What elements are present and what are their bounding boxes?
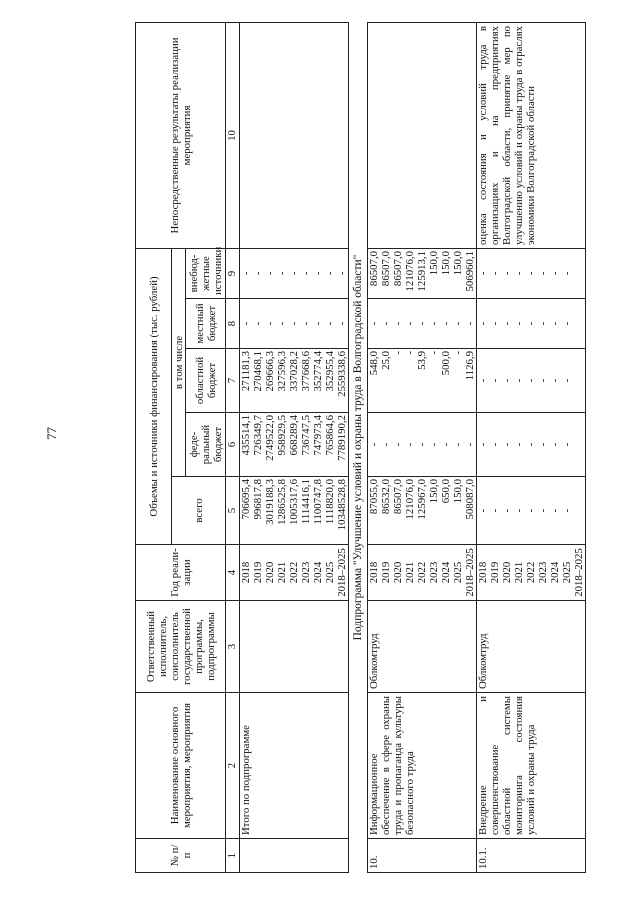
list-value: -: [537, 378, 549, 383]
col-number: 8: [226, 299, 240, 349]
list-value: 435514,1: [240, 415, 252, 456]
list-value: -: [428, 351, 440, 355]
row-num: 10.: [368, 839, 477, 873]
list-value: 86507,0: [392, 479, 404, 515]
list-value: -: [525, 271, 537, 276]
list-value: -: [312, 271, 324, 276]
list-value: 86532,0: [380, 479, 392, 515]
list-value: -: [525, 378, 537, 383]
list-value: [573, 352, 585, 409]
list-value: -: [513, 321, 525, 326]
list-value: -: [240, 321, 252, 326]
list-value: 2018: [368, 561, 380, 584]
list-value: -: [477, 378, 489, 383]
list-value: -: [489, 508, 501, 513]
list-value: 2020: [264, 561, 276, 584]
list-value: 2019: [489, 561, 501, 584]
list-value: -: [489, 321, 501, 326]
list-value: 2023: [428, 561, 440, 584]
local-values: [368, 299, 477, 349]
list-value: -: [501, 442, 513, 447]
measure-executor: Облкомтруд: [368, 601, 477, 693]
list-value: -: [300, 271, 312, 276]
list-value: -: [537, 321, 549, 326]
list-value: -: [489, 442, 501, 447]
list-value: 500,0: [440, 351, 452, 376]
list-value: 2019: [252, 561, 264, 584]
list-value: -: [336, 271, 348, 276]
list-value: 2023: [537, 561, 549, 584]
list-value: 1118820,0: [324, 479, 336, 525]
list-value: -: [440, 442, 452, 447]
list-value: 150,0: [428, 479, 440, 504]
list-value: 508087,0: [464, 479, 476, 520]
list-value: 121076,0: [404, 250, 416, 292]
list-value: -: [380, 442, 392, 447]
total-values: [240, 477, 349, 545]
col-number: 1: [226, 839, 240, 873]
list-value: 270468,1: [252, 351, 264, 392]
total-values: [477, 477, 586, 545]
total-row-name: Итого по подпрограмме: [240, 693, 349, 839]
list-value: -: [561, 321, 573, 326]
list-value: -: [312, 321, 324, 326]
column-number-row: [226, 22, 240, 872]
list-value: 2022: [416, 561, 428, 584]
measure-name: Внедрение и совершенствование областной системы мониторинга состояния условий и охраны труда: [477, 693, 586, 839]
list-value: 3019188,3: [264, 479, 276, 525]
list-value: -: [264, 271, 276, 276]
list-value: 2559338,6: [336, 351, 348, 397]
list-value: 352774,4: [312, 351, 324, 392]
list-value: 2023: [300, 561, 312, 584]
list-value: 2020: [501, 561, 513, 584]
list-value: 2021: [276, 561, 288, 584]
local-values: [477, 299, 586, 349]
list-value: 1286525,8: [276, 479, 288, 525]
col-number: 9: [226, 248, 240, 298]
list-value: 726349,7: [252, 415, 264, 456]
list-value: 706695,4: [240, 479, 252, 520]
list-value: -: [368, 321, 380, 326]
list-value: -: [561, 508, 573, 513]
list-value: [573, 416, 585, 473]
list-value: -: [501, 321, 513, 326]
total-row: [240, 22, 349, 872]
table-row: [477, 22, 586, 872]
list-value: 650,0: [440, 479, 452, 504]
list-value: -: [501, 271, 513, 276]
list-value: 2022: [525, 561, 537, 584]
list-value: -: [537, 442, 549, 447]
measure-executor: Облкомтруд: [477, 601, 586, 693]
list-value: 2025: [561, 561, 573, 584]
list-value: -: [276, 321, 288, 326]
list-value: 121076,0: [404, 479, 416, 520]
list-value: -: [336, 321, 348, 326]
list-value: 337028,2: [288, 351, 300, 392]
list-value: -: [537, 508, 549, 513]
header-finance: Объемы и источники финансирования (тыс. рублей): [136, 248, 172, 544]
list-value: 958929,5: [276, 415, 288, 456]
list-value: 2024: [312, 561, 324, 584]
header-total: всего: [172, 477, 226, 545]
list-value: 2018–2025: [464, 548, 476, 597]
list-value: -: [513, 378, 525, 383]
list-value: -: [549, 378, 561, 383]
list-value: -: [300, 321, 312, 326]
extrabudget-values: [477, 248, 586, 298]
header-result: Непосредственные результаты реализации мероприятия: [136, 22, 226, 248]
header-year: Год реали- зации: [136, 545, 226, 601]
list-value: 86507,0: [392, 250, 404, 287]
rotated-page: [135, 23, 635, 873]
list-value: 327596,3: [276, 351, 288, 392]
col-number: 2: [226, 693, 240, 839]
list-value: 271181,3: [240, 351, 252, 392]
list-value: 150,0: [452, 250, 464, 276]
list-value: 2749522,0: [264, 415, 276, 461]
list-value: [573, 302, 585, 345]
list-value: 53,9: [416, 351, 428, 370]
list-value: -: [324, 271, 336, 276]
list-value: -: [380, 321, 392, 326]
list-value: 2025: [452, 561, 464, 584]
list-value: 747973,4: [312, 415, 324, 456]
list-value: -: [489, 378, 501, 383]
list-value: 2024: [549, 561, 561, 584]
list-value: -: [513, 508, 525, 513]
list-value: -: [404, 351, 416, 355]
header-num: № п/п: [136, 839, 226, 873]
list-value: 86507,0: [380, 250, 392, 287]
table-row: [368, 22, 477, 872]
list-value: 7789190,2: [336, 415, 348, 461]
list-value: 2018: [477, 561, 489, 584]
list-value: 2021: [404, 561, 416, 584]
list-value: 2025: [324, 561, 336, 584]
measure-name: Информационное обеспечение в сфере охраны труда и пропаганда культуры безопасного труда: [368, 693, 477, 839]
list-value: 548,0: [368, 351, 380, 376]
list-value: -: [416, 442, 428, 447]
subprogram-heading-row: [349, 22, 368, 872]
header-incl: в том числе: [172, 248, 186, 476]
list-value: -: [525, 321, 537, 326]
regional-values: [368, 349, 477, 413]
measure-result: [368, 22, 477, 248]
extrabudget-values: [368, 248, 477, 298]
list-value: -: [549, 442, 561, 447]
col-number: 5: [226, 477, 240, 545]
extrabudget-values: [240, 248, 349, 298]
list-value: 2018–2025: [573, 548, 585, 597]
header-obl: областной бюджет: [186, 349, 226, 413]
year-list: [368, 545, 477, 601]
year-list: [240, 545, 349, 601]
regional-values: [240, 349, 349, 413]
financing-table: [135, 22, 586, 873]
regional-values: [477, 349, 586, 413]
list-value: [573, 252, 585, 295]
list-value: -: [549, 508, 561, 513]
page-number: 77: [44, 427, 59, 440]
col-number: 10: [226, 22, 240, 248]
list-value: -: [288, 321, 300, 326]
header-vneb: внебюд- жетные источники: [186, 248, 226, 298]
list-value: 1126,9: [464, 351, 476, 381]
col-number: 4: [226, 545, 240, 601]
list-value: -: [392, 351, 404, 355]
subprogram-title: Подпрограмма "Улучшение условий и охраны труда в Волгоградской области": [349, 22, 368, 872]
list-value: 2018–2025: [336, 548, 348, 597]
list-value: -: [252, 271, 264, 276]
row-num: 10.1.: [477, 839, 586, 873]
list-value: 150,0: [428, 250, 440, 276]
list-value: 2021: [513, 561, 525, 584]
col-number: 3: [226, 601, 240, 693]
list-value: -: [264, 321, 276, 326]
list-value: 668289,4: [288, 415, 300, 456]
list-value: -: [549, 271, 561, 276]
list-value: -: [501, 378, 513, 383]
list-value: -: [368, 442, 380, 447]
list-value: -: [477, 508, 489, 513]
list-value: 125913,1: [416, 250, 428, 292]
list-value: -: [561, 442, 573, 447]
list-value: -: [513, 442, 525, 447]
list-value: 269666,3: [264, 351, 276, 392]
list-value: 765864,6: [324, 415, 336, 456]
list-value: -: [392, 442, 404, 447]
list-value: 125967,0: [416, 479, 428, 520]
list-value: 506960,1: [464, 250, 476, 292]
list-value: -: [501, 508, 513, 513]
list-value: -: [537, 271, 549, 276]
list-value: -: [324, 321, 336, 326]
federal-values: [368, 413, 477, 477]
list-value: -: [252, 321, 264, 326]
total-values: [368, 477, 477, 545]
list-value: -: [440, 321, 452, 326]
list-value: -: [288, 271, 300, 276]
list-value: 25,0: [380, 351, 392, 370]
header-fed: феде- ральный бюджет: [186, 413, 226, 477]
list-value: 1005317,6: [288, 479, 300, 525]
federal-values: [240, 413, 349, 477]
list-value: -: [392, 321, 404, 326]
list-value: 86507,0: [368, 250, 380, 287]
header-mest: местный бюджет: [186, 299, 226, 349]
list-value: -: [404, 442, 416, 447]
list-value: -: [276, 271, 288, 276]
list-value: -: [525, 508, 537, 513]
list-value: -: [477, 271, 489, 276]
list-value: -: [452, 321, 464, 326]
list-value: 10348528,8: [336, 479, 348, 531]
list-value: -: [428, 442, 440, 447]
list-value: -: [464, 321, 476, 326]
list-value: 2022: [288, 561, 300, 584]
list-value: -: [416, 321, 428, 326]
list-value: 150,0: [452, 479, 464, 504]
list-value: 377668,6: [300, 351, 312, 392]
list-value: 150,0: [440, 250, 452, 276]
local-values: [240, 299, 349, 349]
list-value: -: [513, 271, 525, 276]
measure-result: оценка состояния и условий труда в организациях и на предприятиях Волгоградской области, принятие мер по улучшению условий и охраны труда в отраслях экономики Волгоградской области: [477, 22, 586, 248]
list-value: 996817,8: [252, 479, 264, 520]
list-value: -: [477, 321, 489, 326]
header-executor: Ответственный исполнитель, соисполнитель государственной программы, подпрограммы: [136, 601, 226, 693]
list-value: -: [477, 442, 489, 447]
list-value: 87055,0: [368, 479, 380, 515]
list-value: [573, 480, 585, 541]
list-value: 352955,4: [324, 351, 336, 392]
federal-values: [477, 413, 586, 477]
col-number: 7: [226, 349, 240, 413]
list-value: 1100747,8: [312, 479, 324, 525]
list-value: 1114416,1: [300, 479, 312, 525]
list-value: 736747,5: [300, 415, 312, 456]
list-value: -: [240, 271, 252, 276]
list-value: -: [561, 271, 573, 276]
header-name: Наименование основного мероприятия, мероприятия: [136, 693, 226, 839]
list-value: -: [464, 442, 476, 447]
list-value: -: [489, 271, 501, 276]
year-list: [477, 545, 586, 601]
list-value: 2020: [392, 561, 404, 584]
list-value: -: [452, 351, 464, 355]
list-value: -: [561, 378, 573, 383]
list-value: 2024: [440, 561, 452, 584]
list-value: -: [404, 321, 416, 326]
list-value: 2019: [380, 561, 392, 584]
list-value: -: [525, 442, 537, 447]
col-number: 6: [226, 413, 240, 477]
list-value: 2018: [240, 561, 252, 584]
list-value: -: [428, 321, 440, 326]
list-value: -: [452, 442, 464, 447]
list-value: -: [549, 321, 561, 326]
